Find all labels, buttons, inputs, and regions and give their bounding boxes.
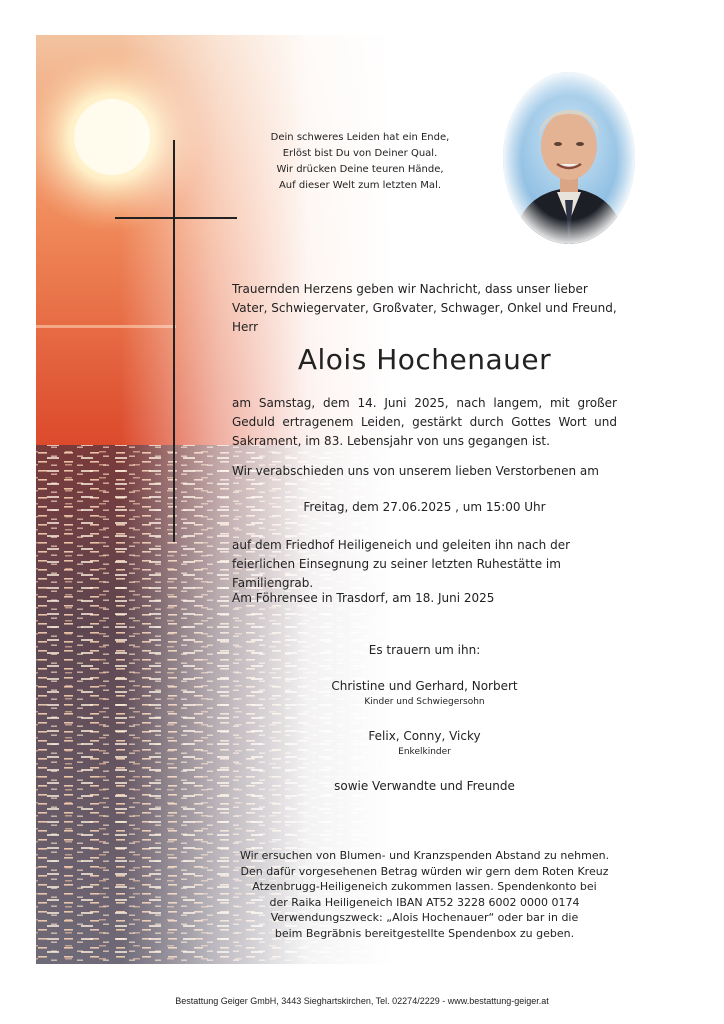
mourners-heading: Es trauern um ihn:	[368, 643, 481, 657]
mourners-others: sowie Verwandte und Freunde	[334, 779, 515, 793]
donation-request	[232, 848, 617, 942]
portrait-photo	[503, 72, 635, 244]
donation-line: Den dafür vorgesehenen Betrag würden wir gern dem Roten Kreuz	[240, 864, 609, 878]
memorial-verse	[250, 130, 470, 194]
verse-line: Auf dieser Welt zum letzten Mal.	[278, 180, 442, 191]
announcement-text: Trauernden Herzens geben wir Nachricht, dass unser lieber Vater, Schwiegervater, Großvater, Schwager, Onkel und Freund, Herr	[232, 282, 617, 334]
mourners-group-children: Christine und Gerhard, Norbert	[331, 679, 518, 693]
deceased-name: Alois Hochenauer	[297, 343, 552, 376]
mourners-relation-children: Kinder und Schwiegersohn	[364, 697, 485, 707]
place-and-date: Am Föhrensee in Trasdorf, am 18. Juni 2025	[232, 591, 495, 605]
farewell-text: Wir verabschieden uns von unserem lieben Verstorbenen am	[232, 464, 599, 478]
donation-line: Atzenbrugg-Heiligeneich zukommen lassen. Spendenkonto bei	[252, 880, 597, 894]
cross-icon-horizontal	[115, 217, 237, 219]
donation-line: beim Begräbnis bereitgestellte Spendenbox zu geben.	[274, 926, 575, 940]
portrait-image	[503, 72, 635, 244]
death-details-text: am Samstag, dem 14. Juni 2025, nach langem, mit großer Geduld ertragenem Leiden, gestärkt durch Gottes Wort und Sakrament, im 83. Lebensjahr von uns gegangen ist.	[232, 396, 617, 448]
cross-icon-vertical	[173, 140, 175, 542]
mourners-relation-grandchildren: Enkelkinder	[398, 747, 451, 757]
donation-line: der Raika Heiligeneich IBAN AT52 3228 6002 0000 0174	[269, 895, 580, 909]
donation-line: Wir ersuchen von Blumen- und Kranzspenden Abstand zu nehmen.	[239, 849, 610, 862]
funeral-date: Freitag, dem 27.06.2025 , um 15:00 Uhr	[303, 500, 546, 514]
burial-text: auf dem Friedhof Heiligeneich und geleiten ihn nach der feierlichen Einsegnung zu seiner letzten Ruhestätte im Familiengrab.	[232, 538, 571, 590]
mourners-group-grandchildren: Felix, Conny, Vicky	[368, 729, 481, 743]
verse-line: Erlöst bist Du von Deiner Qual.	[282, 148, 438, 159]
verse-line: Wir drücken Deine teuren Hände,	[276, 164, 444, 175]
donation-line: Verwendungszweck: „Alois Hochenauer“ oder bar in die	[270, 911, 579, 925]
funeral-home-footer: Bestattung Geiger GmbH, 3443 Sieghartskirchen, Tel. 02274/2229 - www.bestattung-geiger.at	[175, 996, 549, 1006]
verse-line: Dein schweres Leiden hat ein Ende,	[270, 132, 450, 143]
